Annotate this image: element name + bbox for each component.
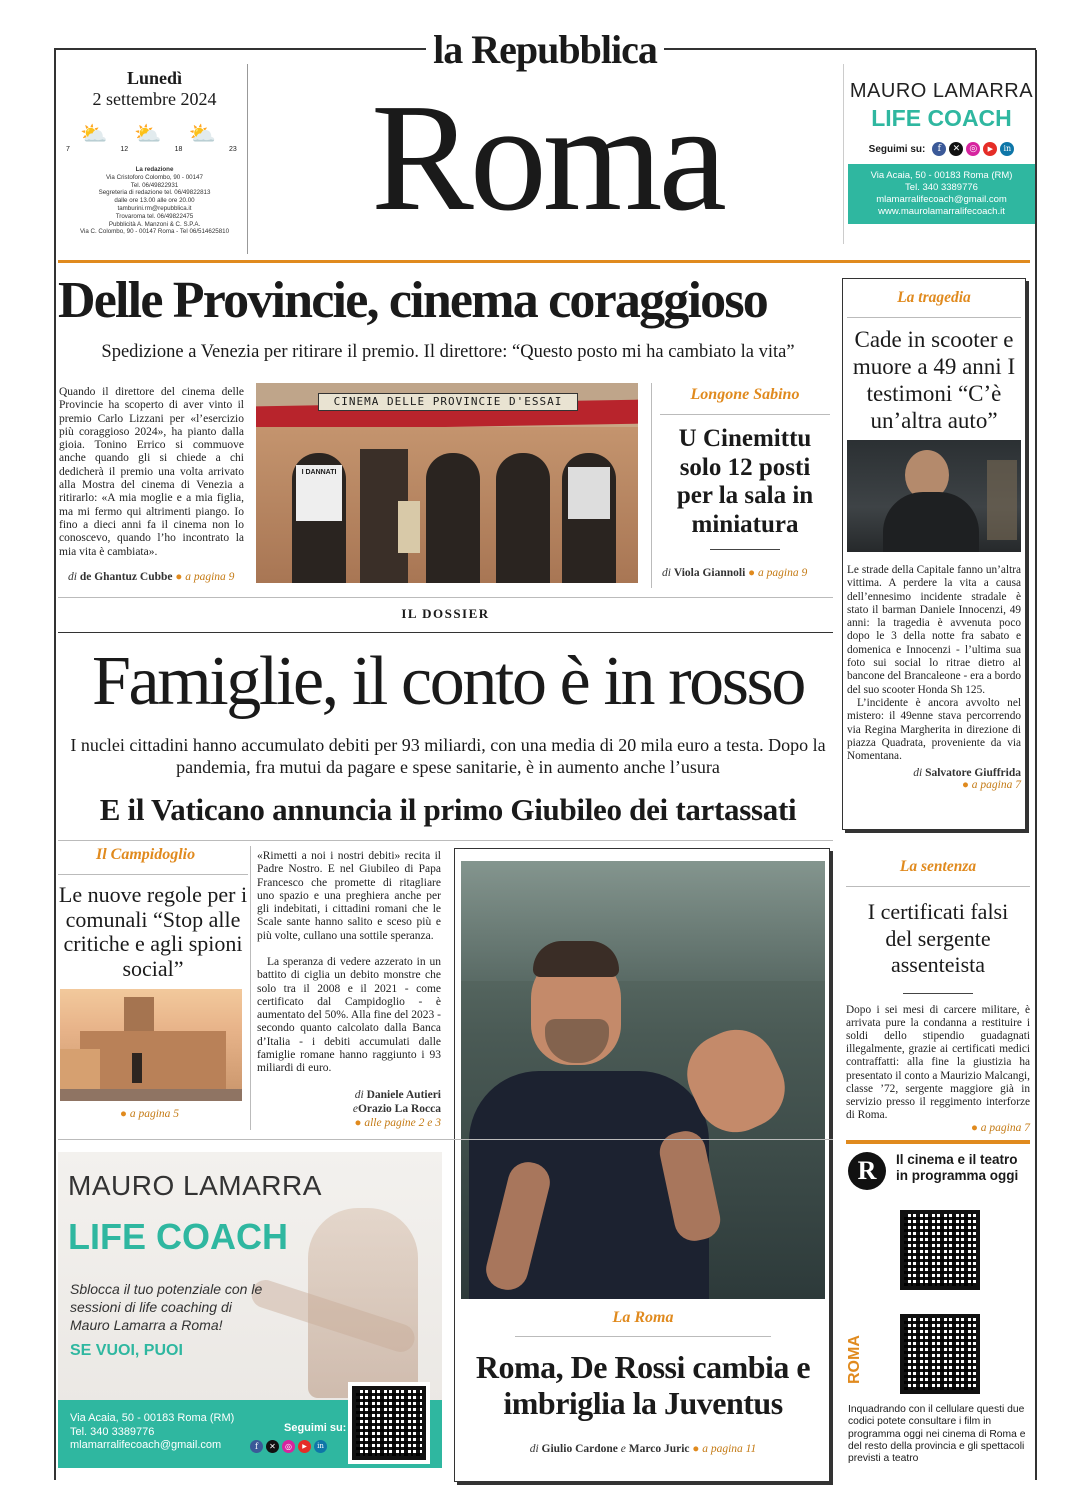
divider: [58, 1139, 833, 1140]
sabino-headline: U Cinemittu solo 12 posti per la sala in miniatura: [676, 425, 814, 538]
redazione-line: Via Cristoforo Colombo, 90 - 00147: [106, 173, 203, 181]
temp-label: 23: [228, 146, 237, 153]
tragedia-body: Le strade della Capitale fanno un’altra vittima. A perdere la vita a causa dell’ennesimo incidente stradale è stato il barman Daniele Innocenzi, 49 anni: la tragedia è avvenuta poco dopo le 3 della notte fra sabato e domenica e Innocenzi - l’ultima sua foto sui social lo ritrae dietro al bancone del Brancaleone - era a bordo del suo scooter Honda Sh 125.: [847, 564, 1021, 696]
ad-contact-box: [848, 164, 1035, 224]
masthead-rule-left: [54, 48, 426, 50]
bullet-icon: ●: [745, 567, 758, 579]
tragedia-body-2: L’incidente è ancora avvolto nel mistero: il 49enne stava percorrendo via Regina Margherita in direzione di piazza Quadrata, proveniente da via Nomentana.: [847, 696, 1021, 763]
instagram-icon[interactable]: ◎: [966, 142, 980, 156]
byline-prefix: di: [913, 767, 923, 780]
roma-side-label: ROMA: [846, 1335, 863, 1385]
campidoglio-kicker: Il Campidoglio: [58, 846, 248, 875]
brand-logo[interactable]: la Repubblica: [433, 27, 657, 72]
sabino-kicker: Longone Sabino: [660, 386, 830, 415]
roma-sport-box[interactable]: [454, 848, 830, 1482]
redazione-line: Pubblicità A. Manzoni & C. S.P.A.: [108, 220, 201, 228]
weather-slot: [229, 122, 243, 156]
weather-strip: [66, 122, 243, 156]
sentenza-body: Dopo i sei mesi di carcere militare, è arrivata pure la condanna a restituire i soldi dello stipendio guadagnati illegalmente, grazie ai certificati medici contraffatti: alla fine la giustizia ha presentato il conto a Maurizio Malcangi, classe ’72, sergente maggiore già in servizio presso il reggimento interforze di Roma.: [846, 1003, 1030, 1122]
byline-author: Giulio Cardone: [541, 1443, 618, 1455]
follow-label: Seguimi su:: [868, 143, 926, 155]
dossier-headline[interactable]: Famiglie, il conto è in rosso: [92, 643, 804, 720]
ad-name: MAURO LAMARRA: [68, 1170, 322, 1201]
column-divider: [651, 383, 652, 588]
qr-code-theatre[interactable]: [900, 1314, 980, 1394]
campidoglio-ref: [120, 1108, 250, 1120]
weather-slot: [66, 122, 112, 156]
campidoglio-photo[interactable]: [60, 989, 242, 1101]
redazione-info: [62, 166, 247, 236]
ad-phone: Tel. 340 3389776: [905, 182, 978, 193]
cinema-photo[interactable]: [256, 383, 638, 583]
sentenza-story[interactable]: [846, 848, 1030, 1134]
roma-sport-byline: [455, 1443, 831, 1455]
page-ref[interactable]: a pagina 11: [702, 1443, 757, 1455]
lead-headline[interactable]: Delle Provincie, cinema coraggioso: [58, 272, 767, 329]
page-ref[interactable]: a pagina 7: [971, 779, 1021, 792]
linkedin-icon[interactable]: in: [314, 1440, 327, 1453]
ad-qr-frame: [348, 1382, 430, 1464]
follow-label: Seguimi su:: [284, 1422, 347, 1434]
divider: [58, 840, 833, 841]
qr-code-ad[interactable]: [352, 1386, 426, 1460]
ad-address: Via Acaia, 50 - 00183 Roma (RM): [870, 170, 1013, 181]
lead-byline: [68, 571, 248, 583]
bullet-icon: ●: [172, 571, 186, 583]
byline-author: Orazio La Rocca: [357, 1103, 441, 1115]
byline-author: Daniele Autieri: [366, 1089, 441, 1101]
cinema-door: [426, 453, 480, 583]
youtube-icon[interactable]: ▶: [983, 142, 997, 156]
divider: [58, 597, 833, 598]
weather-slot: [120, 122, 166, 156]
date-label: 2 settembre 2024: [92, 89, 217, 109]
repubblica-r-icon: R: [848, 1152, 886, 1190]
byline-author: Salvatore Giuffrida: [925, 767, 1021, 780]
cinema-sign: CINEMA DELLE PROVINCIE D'ESSAI: [318, 393, 578, 411]
ad-email[interactable]: mlamarralifecoach@gmail.com: [70, 1439, 222, 1451]
palazzo: [80, 1031, 226, 1091]
youtube-icon[interactable]: ▶: [298, 1440, 311, 1453]
facebook-icon[interactable]: f: [932, 142, 946, 156]
shoulders: [883, 492, 979, 552]
poster: [398, 501, 420, 553]
ad-address: Via Acaia, 50 - 00183 Roma (RM): [70, 1412, 235, 1424]
hair: [533, 941, 619, 977]
dossier-subhead: I nuclei cittadini hanno accumulato debiti per 93 miliardi, con una media di 20 mila euro a testa. Dopo la pandemia, fra mutui da pagare e spese sanitarie, è in aumento anche l’usura: [70, 735, 826, 777]
byline-prefix: di: [354, 1089, 364, 1101]
roma-sport-kicker: La Roma: [612, 1309, 674, 1326]
cinema-box-note: Inquadrando con il cellulare questi due codici potete consultare i film in programma oggi nei cinema di Roma e del resto della provincia e gli spettacoli previsti a teatro: [848, 1404, 1026, 1465]
cinema-qr-box[interactable]: [846, 1148, 1030, 1482]
bullet-icon: ●: [354, 1117, 365, 1129]
page-border-right: [1035, 50, 1037, 1480]
day-label: Lunedì: [126, 68, 183, 88]
lead-subhead: Spedizione a Venezia per ritirare il premio. Il direttore: “Questo posto mi ha cambiato la vita”: [101, 342, 795, 362]
bullet-icon: ●: [970, 1122, 981, 1135]
tragedia-box[interactable]: [842, 278, 1026, 830]
lead-body: Quando il direttore del cinema delle Provincie ha scoperto di aver vinto il premio Carlo Lizzani per «l’esercizio più coraggioso 2024», ha pianto dalla gioia. Tonino Errico si commuove anche quando gli si chiede a chi dedicherà il premio una volta arrivato alla Mostra del cinema di Venezia a ritirarlo: «A mia moglie e a mia figlia, ma mi fermo qui altrimenti piango. Io fino a dieci anni fa il cinema non lo conoscevo, quando l’ho incontrato la mia vita è cambiata».: [59, 386, 244, 558]
redazione-line: dalle ore 13.00 alle ore 20.00: [114, 197, 195, 205]
sentenza-ref: [846, 1122, 1030, 1134]
temp-label: 7: [66, 146, 70, 153]
poster: I DANNATI: [296, 465, 342, 521]
byline-prefix: di: [529, 1443, 539, 1455]
masthead-rule-right: [664, 48, 1036, 50]
byline-prefix: di: [68, 571, 77, 583]
divider: [710, 549, 780, 550]
weather-slot: [175, 122, 221, 156]
page-border-left: [54, 50, 56, 1480]
facebook-icon[interactable]: f: [250, 1440, 263, 1453]
social-row: [250, 1440, 327, 1453]
dossier-body: «Rimetti a noi i nostri debiti» recita il Padre Nostro. E nel Giubileo di Papa Francesco che promette di ritagliare uno spazio e una preghiera anche per gli indebitati, i cittadini romani che le Scale sante hanno salito e sceso più e più volte, cullano una sottile speranza.: [257, 850, 441, 942]
byline-prefix: di: [662, 567, 671, 579]
sentenza-kicker: La sentenza: [846, 858, 1030, 887]
sabino-story[interactable]: [660, 386, 830, 550]
sun-cloud-icon: ⛅: [80, 122, 108, 147]
byline-author: Viola Giannoli: [673, 567, 746, 579]
cinema-door: [496, 453, 550, 583]
social-row: [848, 142, 1035, 156]
redazione-line: Trovaroma tel. 06/49822475: [115, 212, 194, 220]
x-icon[interactable]: ✕: [949, 142, 963, 156]
dossier-byline: [257, 1088, 441, 1130]
page-ref[interactable]: alle pagine 2 e 3: [364, 1117, 441, 1129]
sun-cloud-icon: ⛅: [134, 122, 162, 147]
tragedia-headline: Cade in scooter e muore a 49 anni I testimoni “C’è un’altra auto”: [852, 327, 1016, 433]
tragedia-byline: [847, 767, 1021, 791]
linkedin-icon[interactable]: in: [1000, 142, 1014, 156]
ad-name: MAURO LAMARRA: [849, 80, 1034, 102]
ad-role: LIFE COACH: [871, 105, 1012, 131]
ad-role: LIFE COACH: [68, 1216, 288, 1257]
qr-code-cinema[interactable]: [900, 1210, 980, 1290]
byline-conj: e: [352, 1103, 358, 1115]
dossier-second-headline[interactable]: E il Vaticano annuncia il primo Giubileo dei tartassati: [99, 792, 797, 827]
poster: [568, 467, 610, 519]
derossi-photo[interactable]: [461, 861, 825, 1299]
edition-title: Roma: [371, 73, 723, 243]
piazza: [60, 1089, 242, 1101]
ad-top[interactable]: [843, 64, 1035, 244]
ad-email[interactable]: mlamarralifecoach@gmail.com: [876, 194, 1007, 205]
date-box: [62, 64, 248, 254]
temp-label: 18: [174, 146, 183, 153]
cinema-box-title: Il cinema e il teatro in programma oggi: [896, 1152, 1019, 1183]
sentenza-headline: I certificati falsi del sergente assenteista: [867, 899, 1009, 977]
redazione-line: tamburini.rm@repubblica.it: [117, 204, 192, 212]
section-rule: [846, 1140, 1030, 1144]
section-rule: [58, 260, 1030, 263]
ad-tagline: Sblocca il tuo potenziale con le sessioni di life coaching di Mauro Lamarra a Roma!: [70, 1281, 263, 1333]
redazione-line: La redazione: [135, 166, 174, 173]
barman-photo[interactable]: [847, 440, 1021, 552]
temp-label: 12: [120, 146, 129, 153]
statue: [132, 1053, 142, 1083]
dossier-label: IL DOSSIER: [401, 606, 490, 621]
campidoglio-headline: Le nuove regole per i comunali “Stop alle critiche e agli spioni social”: [58, 882, 248, 981]
divider: [58, 632, 833, 633]
bullet-icon: ●: [120, 1108, 130, 1120]
divider: [515, 1336, 771, 1337]
tragedia-kicker: La tragedia: [847, 289, 1021, 318]
ad-web[interactable]: www.maurolamarralifecoach.it: [878, 206, 1005, 217]
byline-author: de Ghantuz Cubbe: [79, 571, 173, 583]
ad-slogan: SE VUOI, PUOI: [70, 1342, 183, 1359]
ad-phone: Tel. 340 3389776: [70, 1425, 155, 1438]
bullet-icon: ●: [689, 1443, 703, 1455]
roma-sport-headline: Roma, De Rossi cambia e imbriglia la Juventus: [475, 1349, 811, 1421]
page-ref[interactable]: a pagina 9: [185, 571, 235, 583]
ad-bottom[interactable]: [58, 1152, 442, 1468]
page-ref[interactable]: a pagina 9: [758, 567, 808, 579]
bottles: [987, 460, 1017, 540]
x-icon[interactable]: ✕: [266, 1440, 279, 1453]
instagram-icon[interactable]: ◎: [282, 1440, 295, 1453]
redazione-line: Tel. 06/49822931: [130, 181, 179, 189]
campidoglio-story[interactable]: [58, 846, 248, 981]
dossier-body-2: La speranza di vedere azzerato in un battito di ciglia un debito monstre che solo tra il 2008 e il 2021 - come certificato dal Campidoglio - è aumentato del 50%. Alla fine del 2023 - secondo quanto calcolato dalla Banca d’Italia - i debiti accumulati dalle famiglie romane hanno raggiunto i 93 miliardi di euro.: [257, 956, 441, 1075]
column-divider: [250, 846, 251, 1130]
divider: [903, 993, 973, 994]
byline-author: Marco Juric: [628, 1443, 690, 1455]
bullet-icon: ●: [961, 779, 972, 792]
redazione-line: Segreteria di redazione tel. 06/49822813: [98, 189, 211, 197]
sabino-byline: [662, 567, 832, 579]
redazione-line: Via C. Colombo, 90 - 00147 Roma - Tel 06/514625810: [79, 228, 230, 236]
page-ref[interactable]: a pagina 5: [129, 1108, 180, 1120]
page-ref[interactable]: a pagina 7: [980, 1122, 1030, 1135]
byline-conj: e: [620, 1443, 626, 1455]
sun-cloud-icon: ⛅: [188, 122, 217, 147]
